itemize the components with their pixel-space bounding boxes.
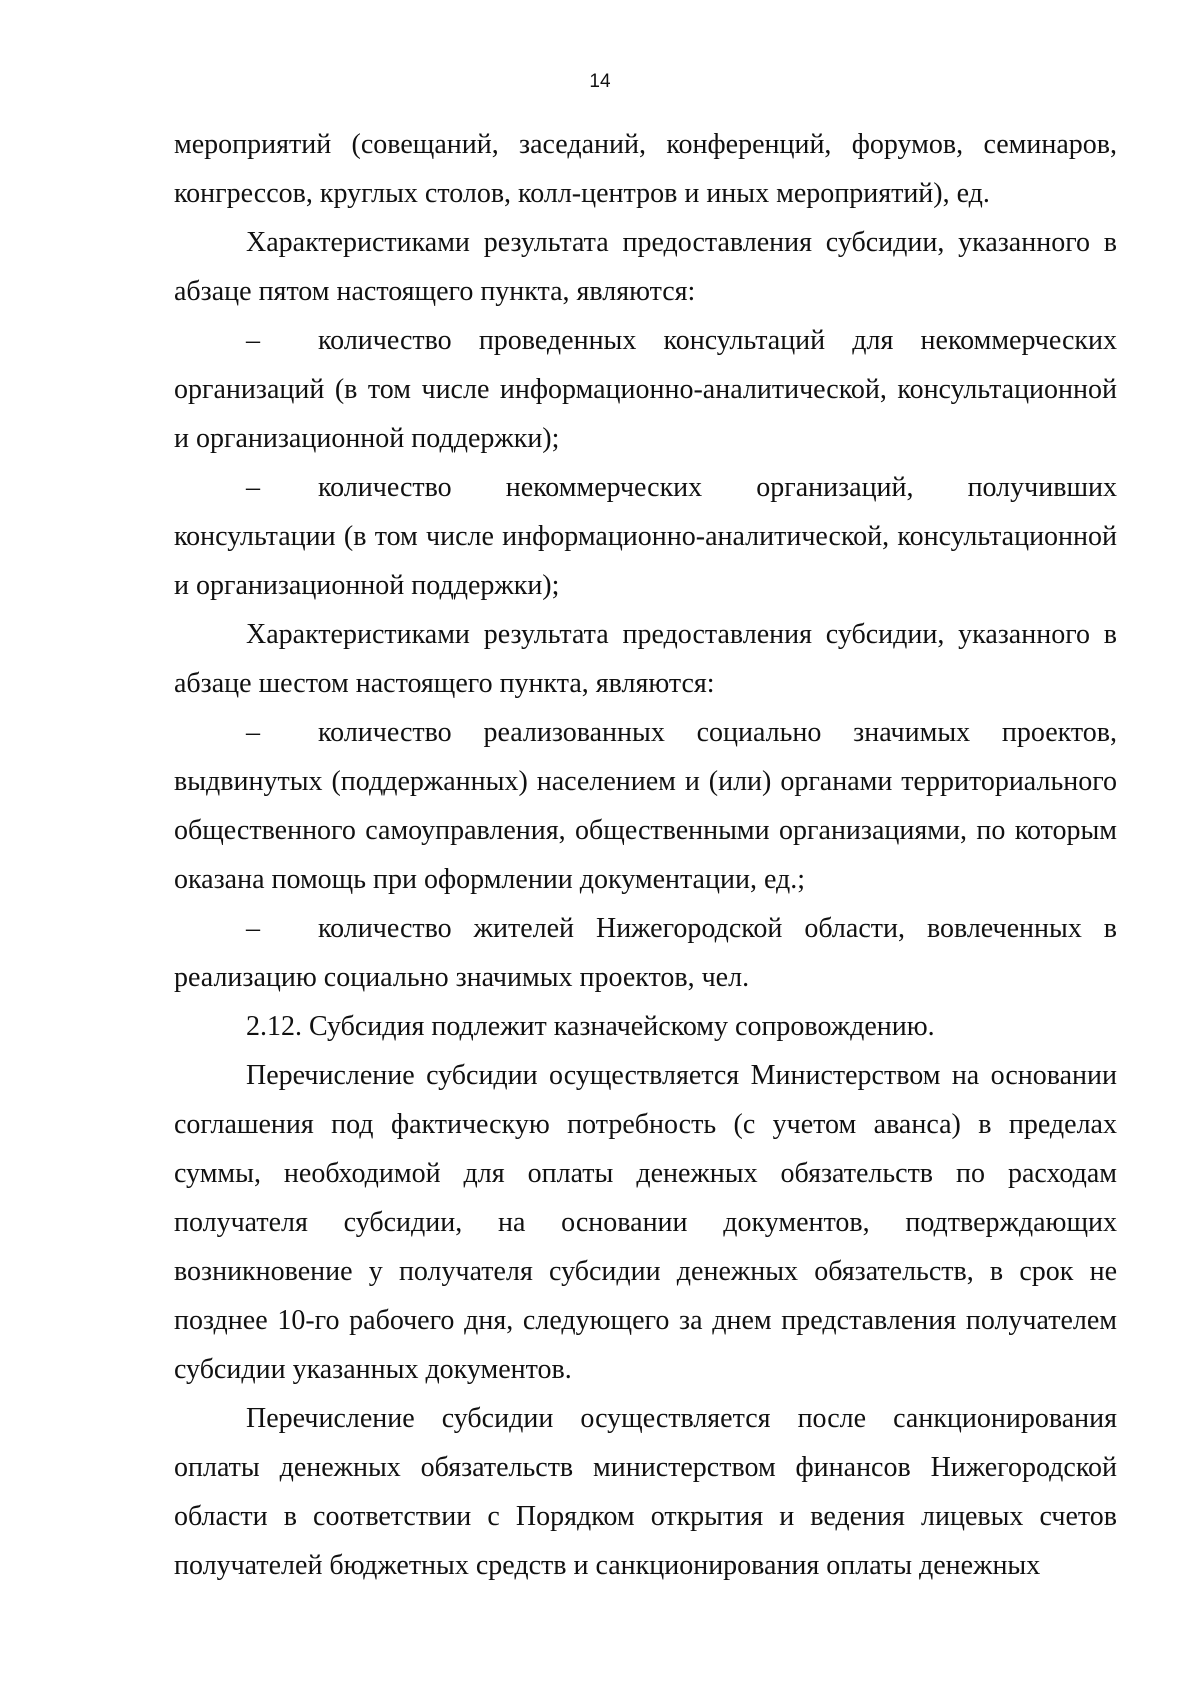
list-item-text: количество проведенных консультаций для некоммерческих организаций (в том числе информационно-аналитической, консультационной и организационной поддержки);	[174, 325, 1117, 454]
paragraph-intro-abzac-6: Характеристиками результата предоставления субсидии, указанного в абзаце шестом настоящего пункта, являются:	[174, 619, 1117, 699]
dash-marker: –	[246, 325, 260, 356]
dash-marker: –	[246, 717, 260, 748]
list-item	[174, 708, 1117, 904]
list-item-text: количество реализованных социально значимых проектов, выдвинутых (поддержанных) населением и (или) органами территориального общественного самоуправления, общественными организациями, по которым оказана помощь при оформлении документации, ед.;	[174, 717, 1117, 895]
page-number: 14	[589, 71, 611, 92]
list-item	[174, 904, 1117, 1002]
dash-marker: –	[246, 913, 260, 944]
list-item-text: количество жителей Нижегородской области, вовлеченных в реализацию социально значимых проектов, чел.	[174, 913, 1117, 993]
paragraph-transfer-basis: Перечисление субсидии осуществляется Министерством на основании соглашения под фактическую потребность (с учетом аванса) в пределах суммы, необходимой для оплаты денежных обязательств по расходам получателя субсидии, на основании документов, подтверждающих возникновение у получателя субсидии денежных обязательств, в срок не позднее 10-го рабочего дня, следующего за днем представления получателем субсидии указанных документов.	[174, 1060, 1117, 1385]
dash-marker: –	[246, 472, 260, 503]
document-body	[174, 120, 1117, 1590]
paragraph-transfer-sanction: Перечисление субсидии осуществляется после санкционирования оплаты денежных обязательств министерством финансов Нижегородской области в соответствии с Порядком открытия и ведения лицевых счетов получателей бюджетных средств и санкционирования оплаты денежных	[174, 1403, 1117, 1581]
paragraph-clause-2-12: 2.12. Субсидия подлежит казначейскому сопровождению.	[246, 1011, 935, 1042]
list-item	[174, 463, 1117, 610]
paragraph-intro-abzac-5: Характеристиками результата предоставления субсидии, указанного в абзаце пятом настоящего пункта, являются:	[174, 227, 1117, 307]
paragraph-continuation: мероприятий (совещаний, заседаний, конференций, форумов, семинаров, конгрессов, круглых столов, колл-центров и иных мероприятий), ед.	[174, 129, 1117, 209]
list-item	[174, 316, 1117, 463]
list-item-text: количество некоммерческих организаций, получивших консультации (в том числе информационно-аналитической, консультационной и организационной поддержки);	[174, 472, 1117, 601]
